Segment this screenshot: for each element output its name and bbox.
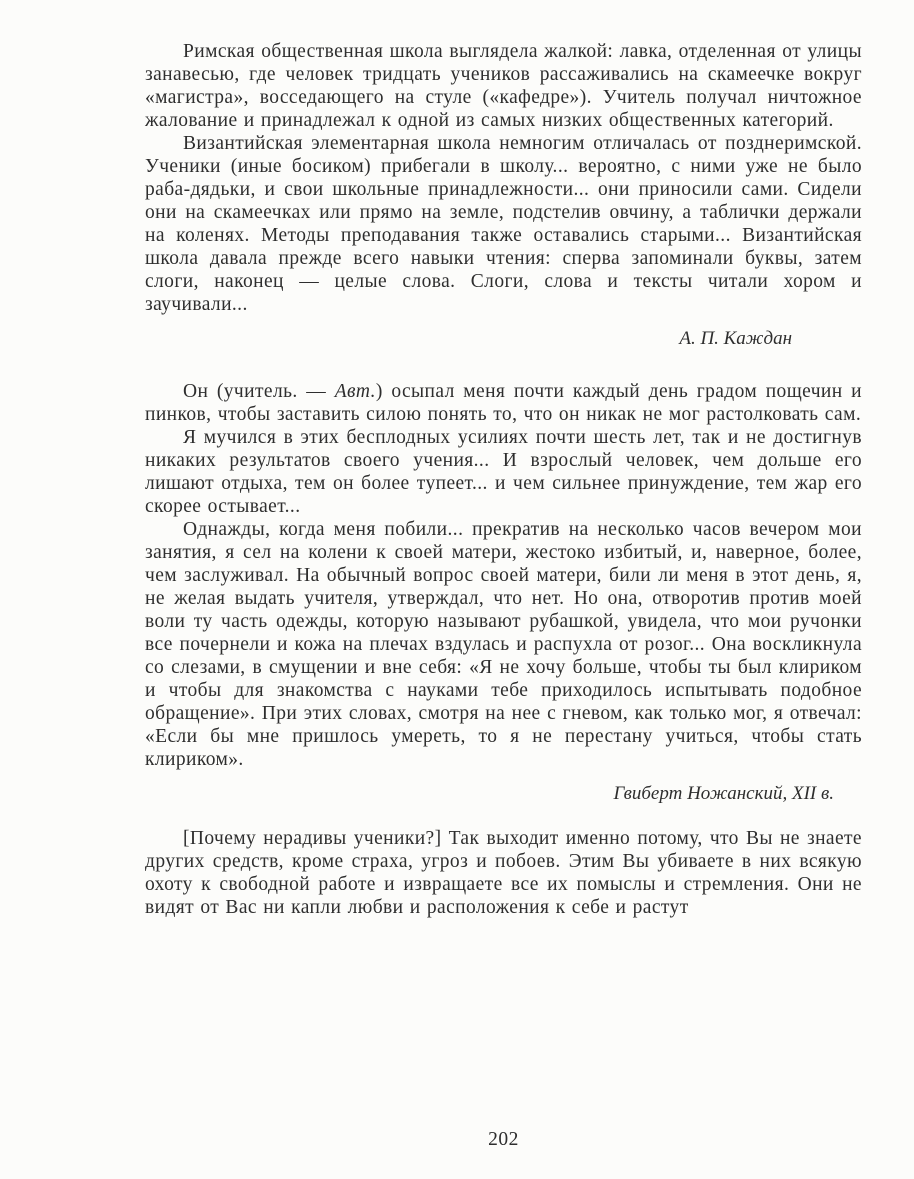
page-number: 202 <box>488 1129 519 1150</box>
paragraph-teacher-beatings <box>145 380 862 426</box>
paragraph-byzantine-school: Византийская элементарная школа немногим отличалась от позднеримской. Ученики (иные босиком) прибегали в школу... вероятно, с ними уже не было раба-дядьки, и свои школьные принадлежности... они приносили сами. Сидели они на скамеечках или прямо на земле, подстелив овчину, а таблички держали на коленях. Методы преподавания также оставались старыми... Византийская школа давала прежде всего навыки чтения: сперва запоминали буквы, затем слоги, наконец — целые слова. Слоги, слова и тексты читали хором и заучивали... <box>145 133 862 315</box>
author-note-italic: Авт. <box>334 381 376 402</box>
attribution-guibert: Гвиберт Ножанский, XII в. <box>613 783 834 804</box>
paragraph-text: ) осыпал меня почти каждый день градом пощечин и пинков, чтобы заставить силою понять то, что он никак не мог растолковать сам. <box>145 381 862 425</box>
paragraph-fruitless-efforts: Я мучился в этих бесплодных усилиях почти шесть лет, так и не достигнув никаких результатов своего учения... И взрослый человек, чем дольше его лишают отдыха, тем он более тупеет... и чем сильнее принуждение, тем жар его скорее остывает... <box>145 427 862 517</box>
paragraph-roman-school: Римская общественная школа выглядела жалкой: лавка, отделенная от улицы занавесью, где человек тридцать учеников рассаживались на скамеечке вокруг «магистра», восседающего на стуле («кафедре»). Учитель получал ничтожное жалование и принадлежал к одной из самых низких общественных категорий. <box>145 41 862 131</box>
attribution-kazhdan: А. П. Каждан <box>679 328 792 349</box>
paragraph-why-lazy-pupils: [Почему нерадивы ученики?] Так выходит именно потому, что Вы не знаете других средств, кроме страха, угроз и побоев. Этим Вы убиваете в них всякую охоту к свободной работе и извращаете все их помыслы и стремления. Они не видят от Вас ни капли любви и расположения к себе и растут <box>145 828 862 918</box>
paragraph-text: Он (учитель. — <box>183 381 335 402</box>
paragraph-mother-story: Однажды, когда меня побили... прекратив на несколько часов вечером мои занятия, я сел на колени к своей матери, жестоко избитый, и, наверное, более, чем заслуживал. На обычный вопрос своей матери, били ли меня в этот день, я, не желая выдать учителя, утверждал, что нет. Но она, отворотив против моей воли ту часть одежды, которую называют рубашкой, увидела, что мои ручонки все почернели и кожа на плечах вздулась и распухла от розог... Она воскликнула со слезами, в смущении и вне себя: «Я не хочу больше, чтобы ты был клириком и чтобы для знакомства с науками тебе приходилось испытывать подобное обращение». При этих словах, смотря на нее с гневом, как только мог, я отвечал: «Если бы мне пришлось умереть, то я не перестану учиться, чтобы стать клириком». <box>145 519 862 770</box>
text-column <box>145 40 862 919</box>
